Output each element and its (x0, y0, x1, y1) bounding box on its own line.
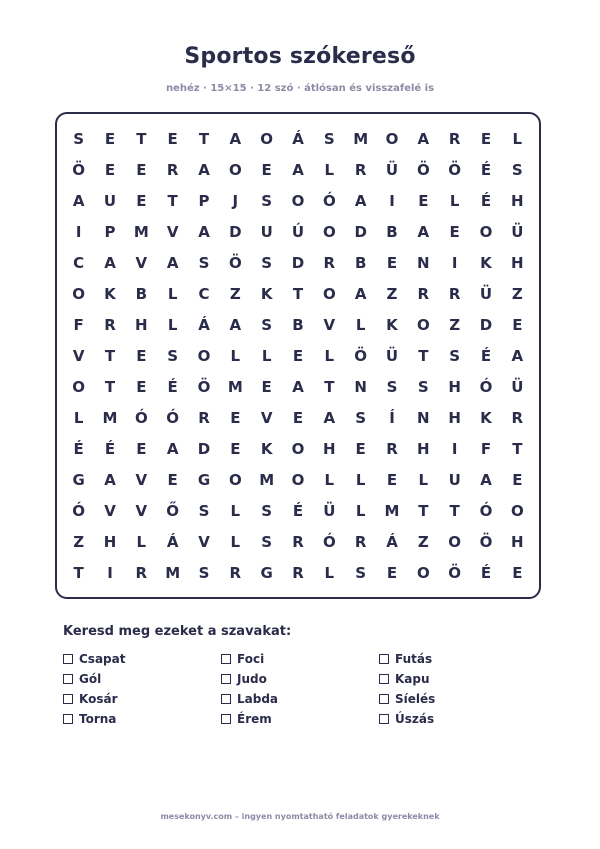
grid-letter[interactable]: Ö (197, 377, 211, 396)
grid-letter[interactable]: K (104, 284, 116, 303)
grid-letter[interactable]: L (324, 160, 335, 179)
grid-letter[interactable]: M (259, 470, 275, 489)
grid-letter[interactable]: Ú (291, 222, 305, 241)
grid-letter[interactable]: A (323, 408, 336, 427)
grid-letter[interactable]: T (292, 284, 304, 303)
grid-letter[interactable]: B (135, 284, 148, 303)
grid-letter[interactable]: S (449, 346, 461, 365)
checkbox-icon[interactable] (379, 654, 389, 664)
grid-letter[interactable]: Ü (385, 160, 399, 179)
grid-letter[interactable]: A (72, 191, 85, 210)
grid-letter[interactable]: Ó (322, 532, 336, 551)
word-item[interactable] (379, 689, 483, 709)
grid-letter[interactable]: R (292, 563, 304, 582)
grid-letter[interactable]: L (355, 470, 366, 489)
grid-letter[interactable]: A (104, 470, 116, 489)
grid-letter[interactable]: T (198, 129, 210, 148)
grid-letter[interactable]: L (167, 315, 178, 334)
grid-letter[interactable]: Á (198, 315, 210, 334)
grid-letter[interactable]: A (511, 346, 524, 365)
grid-letter[interactable]: Á (292, 129, 304, 148)
grid-letter[interactable]: D (479, 315, 493, 334)
grid-letter[interactable]: O (322, 284, 336, 303)
grid-letter[interactable]: M (102, 408, 118, 427)
grid-letter[interactable]: L (230, 501, 241, 520)
grid-letter[interactable]: G (72, 470, 85, 489)
word-item[interactable] (221, 669, 379, 689)
word-label: Kapu (395, 672, 430, 686)
grid-letter[interactable]: O (197, 346, 211, 365)
grid-letter[interactable]: D (229, 222, 242, 241)
grid-letter[interactable]: E (512, 470, 523, 489)
grid-letter[interactable]: E (136, 160, 147, 179)
grid-letter[interactable]: Ó (322, 191, 336, 210)
grid-letter[interactable]: V (104, 501, 116, 520)
grid-letter[interactable]: H (511, 191, 524, 210)
grid-letter[interactable]: J (232, 191, 239, 210)
grid-letter[interactable]: B (292, 315, 304, 334)
grid-letter[interactable]: S (417, 377, 429, 396)
grid-letter[interactable]: R (448, 129, 461, 148)
grid-letter[interactable]: S (261, 315, 273, 334)
grid-letter[interactable]: O (228, 470, 242, 489)
grid-letter[interactable]: T (449, 501, 460, 520)
word-item[interactable] (63, 669, 221, 689)
grid-letter[interactable]: A (480, 470, 492, 489)
grid-letter[interactable]: R (166, 160, 179, 179)
word-label: Érem (237, 712, 272, 726)
grid-letter[interactable]: Ü (511, 222, 524, 241)
grid-letter[interactable]: P (198, 191, 210, 210)
grid-letter[interactable]: H (417, 439, 430, 458)
grid-letter[interactable]: Ó (72, 501, 86, 520)
grid-letter[interactable]: H (511, 532, 524, 551)
grid-letter[interactable]: L (324, 346, 335, 365)
grid-letter[interactable]: O (510, 501, 524, 520)
grid-letter[interactable]: E (261, 377, 272, 396)
grid-letter[interactable]: D (197, 439, 211, 458)
grid-letter[interactable]: É (480, 191, 492, 210)
word-label: Kosár (79, 692, 118, 706)
grid-letter[interactable]: V (260, 408, 273, 427)
grid-letter[interactable]: S (323, 129, 335, 148)
grid-letter[interactable]: R (354, 532, 367, 551)
grid-letter[interactable]: A (354, 284, 367, 303)
grid-letter[interactable]: A (198, 160, 210, 179)
grid-letter[interactable]: L (355, 315, 366, 334)
grid-letter[interactable]: V (166, 222, 179, 241)
checkbox-icon[interactable] (63, 654, 73, 664)
grid-letter[interactable]: Z (449, 315, 461, 334)
grid-letter[interactable]: O (322, 222, 336, 241)
grid-letter[interactable]: E (386, 563, 398, 582)
grid-letter[interactable]: A (166, 439, 179, 458)
grid-letter[interactable]: R (511, 408, 524, 427)
grid-letter[interactable]: H (323, 439, 336, 458)
grid-letter[interactable]: Í (389, 408, 395, 427)
grid-letter[interactable]: R (198, 408, 210, 427)
grid-letter[interactable]: V (135, 501, 148, 520)
grid-letter[interactable]: Ő (166, 501, 180, 520)
checkbox-icon[interactable] (63, 694, 73, 704)
grid-letter[interactable]: M (353, 129, 369, 148)
grid-letter[interactable]: I (389, 191, 395, 210)
grid-letter[interactable]: P (104, 222, 116, 241)
checkbox-icon[interactable] (221, 654, 231, 664)
grid-letter[interactable]: O (291, 191, 305, 210)
grid-letter[interactable]: Z (417, 532, 429, 551)
grid-letter[interactable]: E (104, 129, 116, 148)
grid-letter[interactable]: T (136, 129, 147, 148)
grid-letter[interactable]: F (73, 315, 84, 334)
word-label: Úszás (395, 712, 435, 726)
grid-letter[interactable]: L (261, 346, 272, 365)
word-list (63, 649, 483, 729)
grid-letter[interactable]: S (511, 160, 523, 179)
grid-letter[interactable]: H (135, 315, 148, 334)
grid-letter[interactable]: C (198, 284, 210, 303)
grid-letter[interactable]: E (136, 377, 147, 396)
grid-letter[interactable]: M (384, 501, 400, 520)
word-item[interactable] (379, 709, 483, 729)
word-label: Gól (79, 672, 102, 686)
grid-letter[interactable]: E (167, 129, 178, 148)
grid-letter[interactable]: S (355, 408, 367, 427)
grid-letter[interactable]: L (230, 532, 241, 551)
grid-letter[interactable]: L (136, 532, 147, 551)
word-item[interactable] (379, 669, 483, 689)
grid-letter[interactable]: E (418, 191, 429, 210)
grid-letter[interactable]: O (260, 129, 274, 148)
grid-letter[interactable]: N (417, 408, 430, 427)
word-item[interactable] (379, 649, 483, 669)
checkbox-icon[interactable] (63, 714, 73, 724)
grid-letter[interactable]: A (417, 129, 430, 148)
grid-letter[interactable]: Ö (228, 253, 242, 272)
grid-letter[interactable]: T (418, 346, 429, 365)
grid-letter[interactable]: O (228, 160, 242, 179)
grid-letter[interactable]: A (198, 222, 210, 241)
grid-letter[interactable]: V (135, 253, 148, 272)
grid-letter[interactable]: L (418, 470, 429, 489)
grid-letter[interactable]: Ó (134, 408, 148, 427)
grid-letter[interactable]: R (292, 532, 304, 551)
grid-letter[interactable]: Z (73, 532, 85, 551)
grid-letter[interactable]: É (167, 377, 178, 396)
grid-letter[interactable]: E (355, 439, 366, 458)
word-label: Csapat (79, 652, 126, 666)
grid-letter[interactable]: N (417, 253, 430, 272)
grid-letter[interactable]: S (167, 346, 179, 365)
word-label: Labda (237, 692, 279, 706)
grid-letter[interactable]: Ü (511, 377, 524, 396)
word-item[interactable] (221, 709, 379, 729)
word-label: Torna (79, 712, 117, 726)
grid-letter[interactable]: O (416, 563, 430, 582)
checkbox-icon[interactable] (221, 694, 231, 704)
grid-letter[interactable]: T (324, 377, 335, 396)
grid-letter[interactable]: E (292, 346, 304, 365)
grid-letter[interactable]: S (198, 253, 210, 272)
grid-letter[interactable]: I (107, 563, 113, 582)
grid-letter[interactable]: U (260, 222, 273, 241)
grid-letter[interactable]: B (354, 253, 367, 272)
grid-letter[interactable]: É (480, 346, 492, 365)
grid-letter[interactable]: L (512, 129, 523, 148)
grid-letter[interactable]: O (72, 284, 86, 303)
grid-letter[interactable]: Á (166, 532, 179, 551)
grid-letter[interactable]: M (227, 377, 243, 396)
grid-letter[interactable]: E (512, 563, 523, 582)
grid-letter[interactable]: O (479, 222, 493, 241)
grid-letter[interactable]: S (261, 253, 273, 272)
grid-letter[interactable]: U (103, 191, 117, 210)
grid-letter[interactable]: Ö (479, 532, 493, 551)
checkbox-icon[interactable] (221, 714, 231, 724)
grid-letter[interactable]: É (292, 501, 304, 520)
grid-letter[interactable]: Ö (72, 160, 86, 179)
grid-letter[interactable]: C (73, 253, 85, 272)
grid-letter[interactable]: S (261, 532, 273, 551)
word-list-heading: Keresd meg ezeket a szavakat: (63, 624, 292, 639)
word-label: Judo (237, 672, 267, 686)
grid-letter[interactable]: Z (386, 284, 398, 303)
grid-letter[interactable]: V (135, 470, 148, 489)
grid-letter[interactable]: K (480, 253, 492, 272)
grid-letter[interactable]: E (449, 222, 460, 241)
grid-letter[interactable]: G (197, 470, 211, 489)
grid-letter[interactable]: S (261, 191, 273, 210)
grid-letter[interactable]: I (451, 439, 458, 458)
grid-letter[interactable]: N (354, 377, 367, 396)
grid-letter[interactable]: S (355, 563, 367, 582)
grid-letter[interactable]: D (354, 222, 367, 241)
grid-letter[interactable]: I (75, 222, 82, 241)
grid-letter[interactable]: L (449, 191, 460, 210)
grid-letter[interactable]: E (386, 253, 398, 272)
grid-letter[interactable]: Á (386, 532, 398, 551)
grid-letter[interactable]: L (324, 563, 335, 582)
grid-letter[interactable]: U (448, 470, 461, 489)
grid-letter[interactable]: O (291, 439, 305, 458)
grid-letter[interactable]: Ö (416, 160, 430, 179)
grid-letter[interactable]: K (480, 408, 492, 427)
grid-letter[interactable]: Z (511, 284, 523, 303)
grid-letter[interactable]: V (198, 532, 210, 551)
grid-letter[interactable]: D (291, 253, 305, 272)
grid-letter[interactable]: E (136, 191, 147, 210)
grid-letter[interactable]: Z (229, 284, 241, 303)
grid-letter[interactable]: T (73, 563, 84, 582)
grid-letter[interactable]: S (198, 563, 210, 582)
grid-letter[interactable]: Ó (479, 377, 493, 396)
grid-letter[interactable]: T (167, 191, 178, 210)
grid-letter[interactable]: R (229, 563, 242, 582)
page-title: Sportos szókereső (184, 44, 416, 69)
grid-letter[interactable]: S (73, 129, 85, 148)
grid-letter[interactable]: A (292, 377, 304, 396)
puzzle-info: nehéz · 15×15 · 12 szó · átlósan és visszafelé is (165, 83, 435, 94)
grid-letter[interactable]: O (448, 532, 462, 551)
grid-letter[interactable]: R (323, 253, 336, 272)
word-label: Síelés (395, 692, 436, 706)
grid-letter[interactable]: K (260, 439, 273, 458)
grid-letter[interactable]: Ü (479, 284, 493, 303)
grid-letter[interactable]: T (104, 346, 116, 365)
grid-letter[interactable]: E (136, 439, 147, 458)
grid-letter[interactable]: E (261, 160, 272, 179)
checkbox-icon[interactable] (379, 694, 389, 704)
grid-letter[interactable]: E (230, 439, 241, 458)
letter-grid (63, 123, 533, 588)
grid-letter[interactable]: É (480, 160, 492, 179)
word-item[interactable] (221, 649, 379, 669)
grid-letter[interactable]: H (103, 532, 117, 551)
grid-letter[interactable]: E (292, 408, 304, 427)
grid-letter[interactable]: L (355, 501, 366, 520)
grid-letter[interactable]: O (291, 470, 305, 489)
grid-letter[interactable]: V (323, 315, 336, 334)
grid-letter[interactable]: A (354, 191, 367, 210)
grid-letter[interactable]: A (292, 160, 304, 179)
grid-letter[interactable]: R (386, 439, 398, 458)
grid-letter[interactable]: Ö (448, 160, 462, 179)
checkbox-icon[interactable] (379, 714, 389, 724)
grid-letter[interactable]: E (104, 160, 116, 179)
grid-letter[interactable]: É (480, 563, 492, 582)
grid-letter[interactable]: A (166, 253, 179, 272)
grid-letter[interactable]: K (386, 315, 398, 334)
grid-letter[interactable]: O (385, 129, 399, 148)
grid-letter[interactable]: K (260, 284, 273, 303)
grid-letter[interactable]: S (198, 501, 210, 520)
grid-letter[interactable]: M (165, 563, 181, 582)
grid-letter[interactable]: O (416, 315, 430, 334)
checkbox-icon[interactable] (221, 674, 231, 684)
word-label: Futás (395, 652, 433, 666)
grid-letter[interactable]: R (354, 160, 367, 179)
grid-letter[interactable]: A (229, 315, 242, 334)
grid-letter[interactable]: I (451, 253, 458, 272)
grid-letter[interactable]: Ó (166, 408, 180, 427)
grid-letter[interactable]: E (480, 129, 492, 148)
grid-letter[interactable]: E (230, 408, 241, 427)
word-label: Foci (237, 652, 265, 666)
checkbox-icon[interactable] (63, 674, 73, 684)
grid-letter[interactable]: Ü (323, 501, 336, 520)
grid-letter[interactable]: L (230, 346, 241, 365)
grid-letter[interactable]: Ó (479, 501, 493, 520)
grid-letter[interactable]: T (418, 501, 429, 520)
grid-letter[interactable]: S (261, 501, 273, 520)
grid-letter[interactable]: T (512, 439, 523, 458)
grid-letter[interactable]: Ü (385, 346, 399, 365)
grid-letter[interactable]: L (167, 284, 178, 303)
grid-letter[interactable]: E (512, 315, 523, 334)
grid-letter[interactable]: A (104, 253, 116, 272)
grid-letter[interactable]: E (167, 470, 178, 489)
grid-letter[interactable]: S (386, 377, 398, 396)
word-item[interactable] (63, 689, 221, 709)
checkbox-icon[interactable] (379, 674, 389, 684)
grid-letter[interactable]: É (104, 439, 116, 458)
word-item[interactable] (63, 649, 221, 669)
grid-letter[interactable]: Ö (448, 563, 462, 582)
word-item[interactable] (63, 709, 221, 729)
grid-letter[interactable]: L (73, 408, 84, 427)
grid-letter[interactable]: G (260, 563, 273, 582)
grid-letter[interactable]: E (386, 470, 398, 489)
grid-letter[interactable]: L (324, 470, 335, 489)
grid-letter[interactable]: É (73, 439, 84, 458)
grid-letter[interactable]: B (386, 222, 398, 241)
grid-letter[interactable]: H (511, 253, 524, 272)
grid-letter[interactable]: H (448, 408, 461, 427)
grid-letter[interactable]: H (448, 377, 461, 396)
grid-letter[interactable]: A (229, 129, 242, 148)
grid-letter[interactable]: F (480, 439, 492, 458)
grid-letter[interactable]: T (104, 377, 116, 396)
grid-letter[interactable]: R (417, 284, 430, 303)
grid-letter[interactable]: V (72, 346, 85, 365)
grid-letter[interactable]: Ö (354, 346, 368, 365)
grid-letter[interactable]: E (136, 346, 147, 365)
grid-letter[interactable]: M (133, 222, 149, 241)
grid-letter[interactable]: O (72, 377, 86, 396)
footer-text: mesekonyv.com – ingyen nyomtatható feladatok gyerekeknek (160, 812, 440, 821)
grid-letter[interactable]: R (135, 563, 148, 582)
grid-letter[interactable]: R (104, 315, 116, 334)
grid-letter[interactable]: A (417, 222, 430, 241)
grid-letter[interactable]: R (448, 284, 461, 303)
word-item[interactable] (221, 689, 379, 709)
